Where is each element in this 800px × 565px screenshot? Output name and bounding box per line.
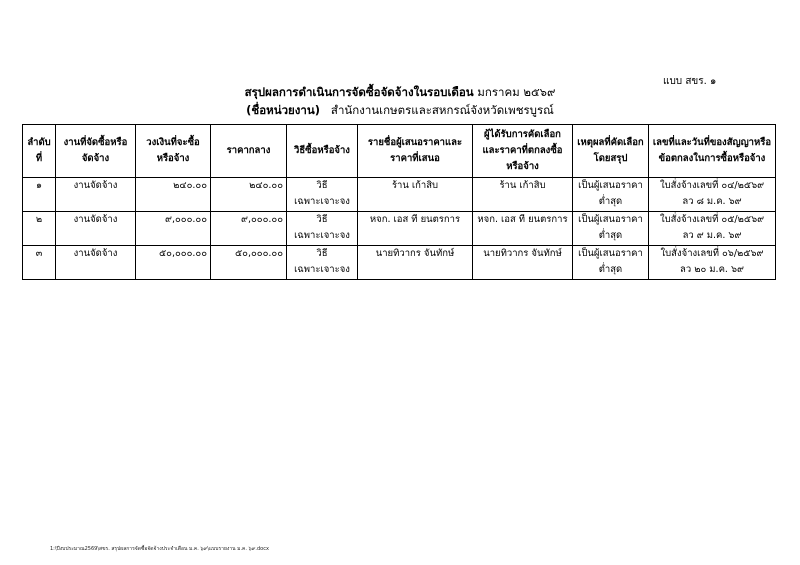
cell-median: ๕๐,๐๐๐.๐๐ bbox=[211, 246, 287, 280]
cell-contract bbox=[649, 178, 776, 212]
col-header-selected: ผู้ได้รับการคัดเลือกและราคาที่ตกลงซื้อหรือจ้าง bbox=[473, 125, 573, 178]
table-row bbox=[23, 178, 776, 212]
reason-line-2: ต่ำสุด bbox=[598, 230, 623, 241]
procurement-table bbox=[22, 124, 776, 280]
cell-median: ๙,๐๐๐.๐๐ bbox=[211, 212, 287, 246]
file-path-footer: 1:\ปีงบประมาณ2569\สขร. สรุปผลการจัดซื้อจัดจ้างประจำเดือน ม.ค. ๖๙\แบบรายงาน ม.ค. ๖๙.docx bbox=[50, 546, 269, 552]
cell-selected: หจก. เอส ที ยนตรการ bbox=[473, 212, 573, 246]
title-text: สรุปผลการดำเนินการจัดซื้อจัดจ้างในรอบเดือน bbox=[244, 85, 474, 99]
cell-method bbox=[287, 212, 358, 246]
col-header-budget: วงเงินที่จะซื้อหรือจ้าง bbox=[136, 125, 211, 178]
cell-method bbox=[287, 246, 358, 280]
contract-line-2: ลว ๘ ม.ค. ๖๙ bbox=[682, 196, 742, 207]
cell-contract bbox=[649, 246, 776, 280]
contract-line-2: ลว ๙ ม.ค. ๖๙ bbox=[682, 230, 742, 241]
cell-selected: นายทิวากร จันทักษ์ bbox=[473, 246, 573, 280]
table-row bbox=[23, 212, 776, 246]
contract-line-2: ลว ๒๐ ม.ค. ๖๙ bbox=[680, 264, 744, 275]
reason-line-1: เป็นผู้เสนอราคา bbox=[578, 248, 643, 259]
page-title bbox=[0, 84, 800, 102]
cell-no: ๓ bbox=[23, 246, 56, 280]
cell-budget: ๙,๐๐๐.๐๐ bbox=[136, 212, 211, 246]
cell-reason bbox=[573, 212, 649, 246]
contract-line-1: ใบสั่งจ้างเลขที่ ๐๕/๒๕๖๙ bbox=[659, 214, 765, 225]
col-header-contract: เลขที่และวันที่ของสัญญาหรือข้อตกลงในการซื้อหรือจ้าง bbox=[649, 125, 776, 178]
cell-reason bbox=[573, 246, 649, 280]
col-header-reason: เหตุผลที่คัดเลือกโดยสรุป bbox=[573, 125, 649, 178]
agency-line bbox=[0, 102, 800, 120]
cell-selected: ร้าน เก้าสิบ bbox=[473, 178, 573, 212]
method-line-2: เฉพาะเจาะจง bbox=[294, 264, 350, 275]
method-line-1: วิธี bbox=[316, 248, 328, 259]
col-header-task: งานที่จัดซื้อหรือจัดจ้าง bbox=[56, 125, 136, 178]
reason-line-2: ต่ำสุด bbox=[598, 196, 623, 207]
cell-task: งานจัดจ้าง bbox=[56, 246, 136, 280]
agency-label: (ชื่อหน่วยงาน) bbox=[246, 103, 320, 117]
cell-reason bbox=[573, 178, 649, 212]
contract-line-1: ใบสั่งจ้างเลขที่ ๐๔/๒๕๖๙ bbox=[659, 180, 765, 191]
method-line-1: วิธี bbox=[316, 180, 328, 191]
col-header-no: ลำดับที่ bbox=[23, 125, 56, 178]
reason-line-1: เป็นผู้เสนอราคา bbox=[578, 180, 643, 191]
cell-bidders: นายทิวากร จันทักษ์ bbox=[358, 246, 473, 280]
col-header-median: ราคากลาง bbox=[211, 125, 287, 178]
cell-method bbox=[287, 178, 358, 212]
table-row bbox=[23, 246, 776, 280]
method-line-2: เฉพาะเจาะจง bbox=[294, 196, 350, 207]
table-header-row bbox=[23, 125, 776, 178]
cell-contract bbox=[649, 212, 776, 246]
method-line-1: วิธี bbox=[316, 214, 328, 225]
cell-budget: ๒๔๐.๐๐ bbox=[136, 178, 211, 212]
form-code: แบบ สขร. ๑ bbox=[663, 76, 717, 87]
cell-bidders: หจก. เอส ที ยนตรการ bbox=[358, 212, 473, 246]
cell-no: ๒ bbox=[23, 212, 56, 246]
cell-bidders: ร้าน เก้าสิบ bbox=[358, 178, 473, 212]
reason-line-2: ต่ำสุด bbox=[598, 264, 623, 275]
title-month: มกราคม ๒๕๖๙ bbox=[477, 85, 556, 99]
method-line-2: เฉพาะเจาะจง bbox=[294, 230, 350, 241]
reason-line-1: เป็นผู้เสนอราคา bbox=[578, 214, 643, 225]
cell-no: ๑ bbox=[23, 178, 56, 212]
agency-name: สำนักงานเกษตรและสหกรณ์จังหวัดเพชรบูรณ์ bbox=[330, 103, 554, 117]
cell-task: งานจัดจ้าง bbox=[56, 212, 136, 246]
cell-median: ๒๔๐.๐๐ bbox=[211, 178, 287, 212]
col-header-method: วิธีซื้อหรือจ้าง bbox=[287, 125, 358, 178]
cell-budget: ๕๐,๐๐๐.๐๐ bbox=[136, 246, 211, 280]
contract-line-1: ใบสั่งจ้างเลขที่ ๐๖/๒๕๖๙ bbox=[660, 248, 764, 259]
cell-task: งานจัดจ้าง bbox=[56, 178, 136, 212]
col-header-bidders: รายชื่อผู้เสนอราคาและราคาที่เสนอ bbox=[358, 125, 473, 178]
